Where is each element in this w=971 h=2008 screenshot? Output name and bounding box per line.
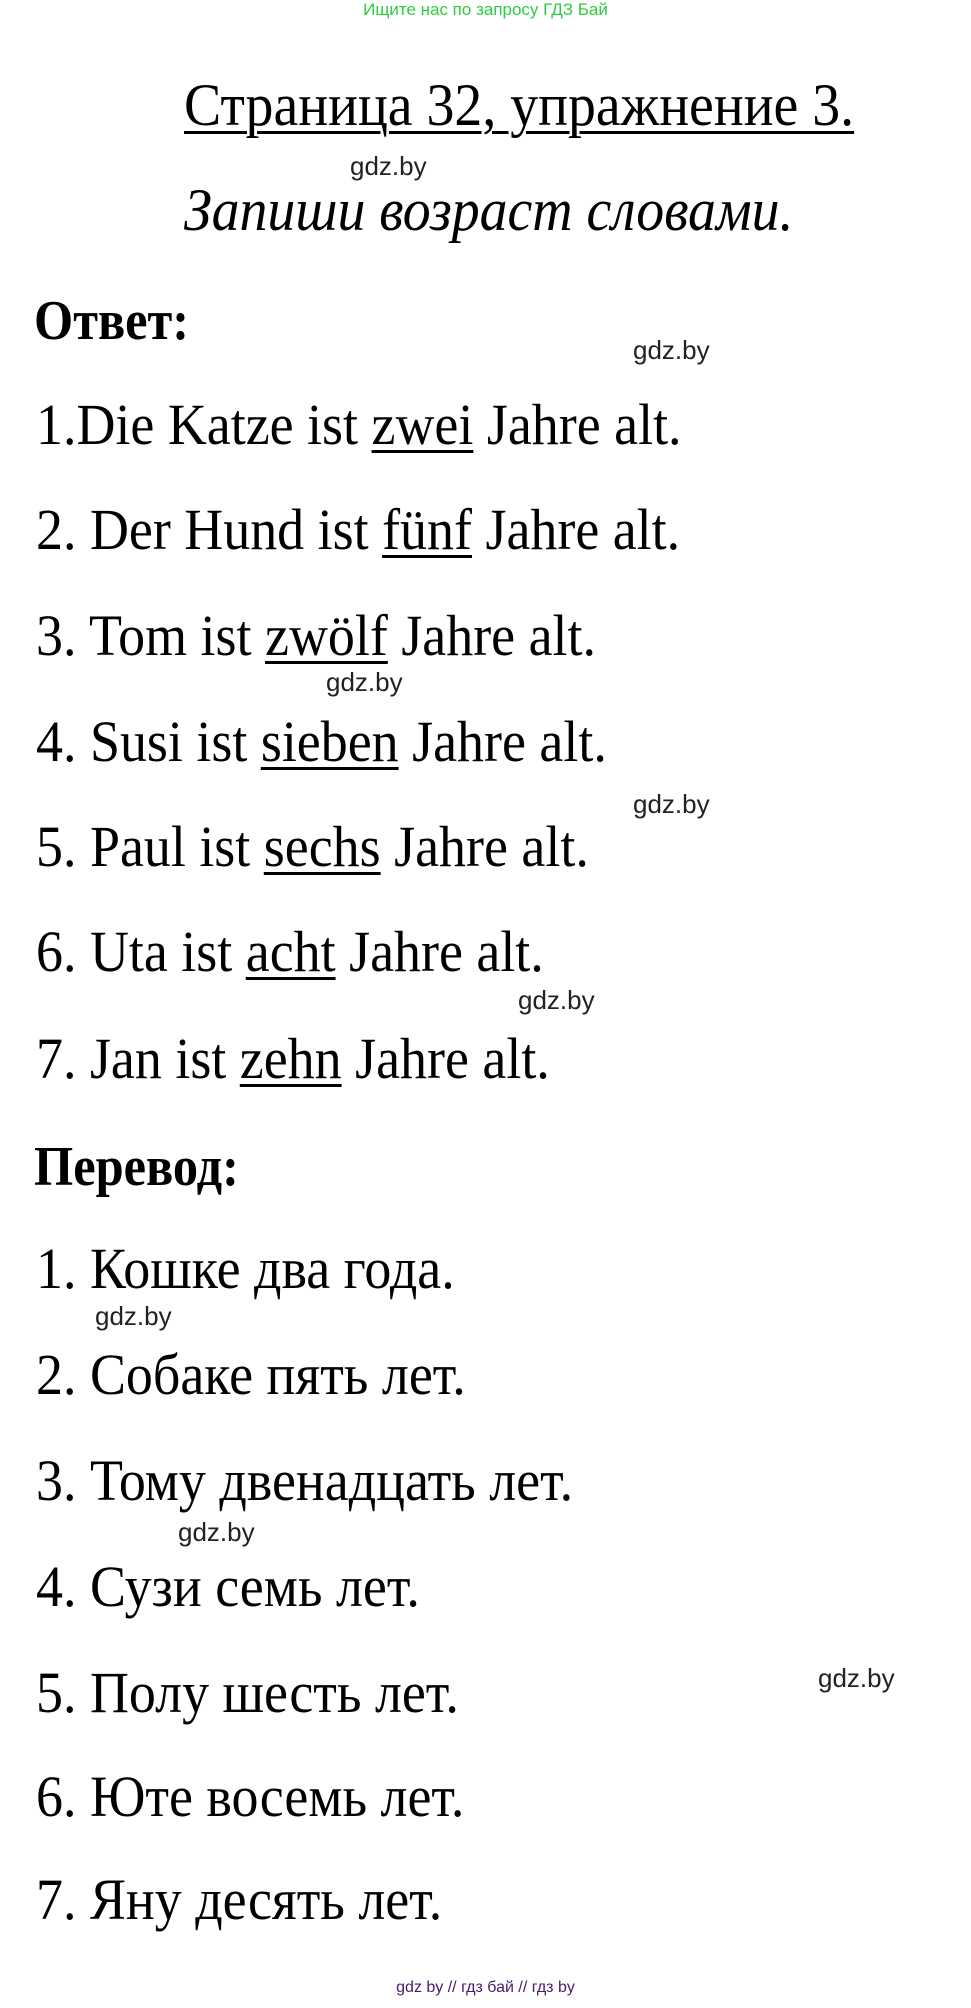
item-text: Jahre alt. bbox=[387, 603, 597, 668]
age-word: zehn bbox=[239, 1026, 342, 1091]
item-text: Uta ist bbox=[89, 919, 246, 984]
item-text: Jan ist bbox=[89, 1026, 240, 1091]
answer-line-6 bbox=[36, 919, 544, 985]
age-word: fünf bbox=[382, 497, 472, 562]
age-word: sechs bbox=[263, 814, 381, 879]
translation-line-7: 7. Яну десять лет. bbox=[36, 1867, 443, 1932]
answer-line-1 bbox=[36, 392, 682, 458]
watermark: gdz.by bbox=[518, 985, 595, 1015]
page-title: Страница 32, упражнение 3. bbox=[184, 72, 855, 138]
item-text: Jahre alt. bbox=[473, 392, 682, 457]
item-number: 4. bbox=[36, 709, 90, 774]
age-word: zwölf bbox=[265, 603, 388, 668]
translation-line-1: 1. Кошке два года. bbox=[36, 1236, 455, 1301]
watermark: gdz.by bbox=[633, 789, 710, 819]
age-word: acht bbox=[245, 919, 336, 984]
item-text: Susi ist bbox=[89, 709, 261, 774]
watermark: gdz.by bbox=[350, 151, 427, 181]
answer-line-7 bbox=[36, 1026, 550, 1092]
item-text: Jahre alt. bbox=[471, 497, 681, 562]
translation-line-3: 3. Тому двенадцать лет. bbox=[36, 1448, 574, 1513]
item-number: 5. bbox=[36, 814, 90, 879]
item-number: 1. bbox=[36, 392, 77, 457]
item-text: Die Katze ist bbox=[76, 392, 372, 457]
item-number: 7. bbox=[36, 1026, 90, 1091]
answer-line-5 bbox=[36, 814, 589, 880]
watermark: gdz.by bbox=[818, 1663, 895, 1693]
age-word: zwei bbox=[371, 392, 474, 457]
watermark: gdz.by bbox=[326, 667, 403, 697]
item-text: Jahre alt. bbox=[398, 709, 607, 774]
task-instruction: Запиши возраст словами. bbox=[184, 177, 794, 243]
translation-line-6: 6. Юте восемь лет. bbox=[36, 1764, 465, 1829]
item-text: Tom ist bbox=[88, 603, 266, 668]
translation-line-5: 5. Полу шесть лет. bbox=[36, 1660, 459, 1725]
translation-line-2: 2. Собаке пять лет. bbox=[36, 1342, 466, 1407]
watermark: gdz.by bbox=[633, 335, 710, 365]
item-text: Jahre alt. bbox=[380, 814, 589, 879]
search-hint-banner: Ищите нас по запросу ГДЗ Бай bbox=[363, 0, 608, 19]
item-number: 6. bbox=[36, 919, 90, 984]
item-text: Jahre alt. bbox=[335, 919, 544, 984]
item-text: Paul ist bbox=[89, 814, 264, 879]
item-text: Jahre alt. bbox=[341, 1026, 550, 1091]
footer-links: gdz by // гдз бай // гдз by bbox=[396, 1979, 575, 1996]
item-text: Der Hund ist bbox=[89, 497, 383, 562]
item-number: 2. bbox=[36, 497, 90, 562]
translation-line-4: 4. Сузи семь лет. bbox=[36, 1554, 420, 1619]
answer-line-2 bbox=[36, 497, 680, 563]
age-word: sieben bbox=[260, 709, 399, 774]
watermark: gdz.by bbox=[95, 1301, 172, 1331]
watermark: gdz.by bbox=[178, 1517, 255, 1547]
item-number: 3. bbox=[36, 603, 89, 668]
answer-heading: Ответ: bbox=[34, 290, 190, 352]
translation-heading: Перевод: bbox=[34, 1136, 239, 1198]
answer-line-3 bbox=[36, 603, 596, 669]
answer-line-4 bbox=[36, 709, 607, 775]
